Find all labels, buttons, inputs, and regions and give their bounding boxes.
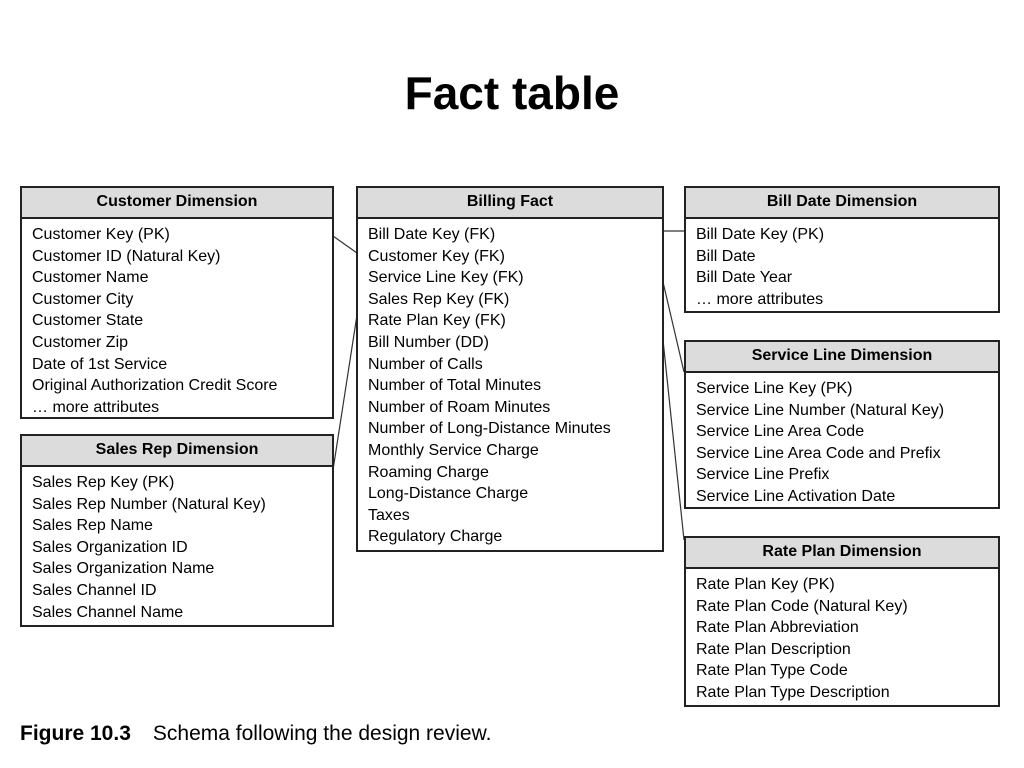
- table-service-line: [684, 340, 1000, 509]
- table-field: Customer Name: [32, 269, 149, 287]
- table-field: Bill Date Key (PK): [696, 226, 825, 243]
- table-field: Customer State: [32, 312, 144, 330]
- table-rows: [686, 569, 998, 704]
- table-field: Date of 1st Service: [32, 355, 168, 373]
- table-field: Regulatory Charge: [368, 528, 503, 546]
- table-field: Monthly Service Charge: [368, 441, 539, 459]
- table-field: Number of Total Minutes: [368, 377, 542, 395]
- table-field: Bill Number (DD): [368, 333, 489, 351]
- table-customer: [20, 186, 334, 419]
- table-bill-date: [684, 186, 1000, 313]
- table-field: … more attributes: [32, 398, 160, 416]
- rate-plan-link: [663, 340, 684, 540]
- table-field: Customer City: [32, 290, 134, 308]
- table-rows: [22, 219, 332, 418]
- table-header: Service Line Dimension: [686, 342, 998, 373]
- table-field: Service Line Area Code and Prefix: [696, 444, 941, 462]
- table-field: Service Line Area Code: [696, 423, 865, 441]
- table-rate-plan: [684, 536, 1000, 707]
- table-field: Service Line Number (Natural Key): [696, 401, 945, 419]
- table-header: Customer Dimension: [22, 188, 332, 219]
- table-header: Bill Date Dimension: [686, 188, 998, 219]
- table-field: Rate Plan Description: [696, 640, 851, 658]
- table-field: Service Line Prefix: [696, 466, 830, 484]
- table-field: Rate Plan Code (Natural Key): [696, 597, 908, 615]
- table-field: Bill Date: [696, 247, 756, 265]
- table-field: Rate Plan Type Code: [696, 662, 848, 680]
- table-rows: [686, 373, 998, 508]
- table-header: Billing Fact: [358, 188, 662, 219]
- table-field: Service Line Key (PK): [696, 380, 853, 397]
- figure-caption: [20, 722, 491, 746]
- table-header: Sales Rep Dimension: [22, 436, 332, 467]
- table-field: Sales Organization Name: [32, 560, 215, 578]
- slide-title: Fact table: [404, 67, 620, 119]
- table-rows: [22, 467, 332, 623]
- table-field: Bill Date Key (FK): [368, 226, 496, 243]
- table-field: Customer Key (PK): [32, 226, 170, 243]
- table-field: Sales Rep Name: [32, 517, 153, 535]
- table-field: Original Authorization Credit Score: [32, 377, 278, 395]
- table-header: Rate Plan Dimension: [686, 538, 998, 569]
- table-field: Service Line Key (FK): [368, 269, 524, 287]
- table-field: Rate Plan Abbreviation: [696, 619, 859, 637]
- table-field: Sales Channel Name: [32, 603, 184, 621]
- table-field: Sales Rep Key (PK): [32, 474, 175, 491]
- caption-text: Schema following the design review.: [152, 722, 492, 745]
- sales-rep-link: [333, 315, 357, 470]
- table-field: Number of Calls: [368, 355, 483, 373]
- table-field: Sales Rep Number (Natural Key): [32, 495, 266, 513]
- table-field: Bill Date Year: [696, 269, 793, 287]
- table-field: Sales Rep Key (FK): [368, 290, 510, 308]
- table-field: Long-Distance Charge: [368, 485, 529, 503]
- table-field: Customer ID (Natural Key): [32, 247, 221, 265]
- table-field: Roaming Charge: [368, 463, 489, 481]
- table-field: Service Line Activation Date: [696, 487, 896, 505]
- table-sales-rep: [20, 434, 334, 627]
- table-field: … more attributes: [696, 290, 824, 308]
- service-line-link: [663, 282, 684, 372]
- table-field: Taxes: [368, 506, 410, 524]
- table-field: Number of Roam Minutes: [368, 398, 551, 416]
- table-field: Rate Plan Key (PK): [696, 576, 835, 593]
- customer-link: [333, 236, 357, 253]
- caption-label: Figure 10.3: [20, 722, 131, 745]
- table-field: Sales Organization ID: [32, 538, 188, 556]
- table-field: Number of Long-Distance Minutes: [368, 420, 611, 438]
- table-billing-fact: [356, 186, 664, 552]
- table-rows: [358, 219, 662, 548]
- table-rows: [686, 219, 998, 310]
- table-field: Sales Channel ID: [32, 581, 157, 599]
- table-field: Rate Plan Type Description: [696, 683, 890, 701]
- table-field: Customer Zip: [32, 333, 129, 351]
- table-field: Rate Plan Key (FK): [368, 312, 506, 330]
- table-field: Customer Key (FK): [368, 247, 505, 265]
